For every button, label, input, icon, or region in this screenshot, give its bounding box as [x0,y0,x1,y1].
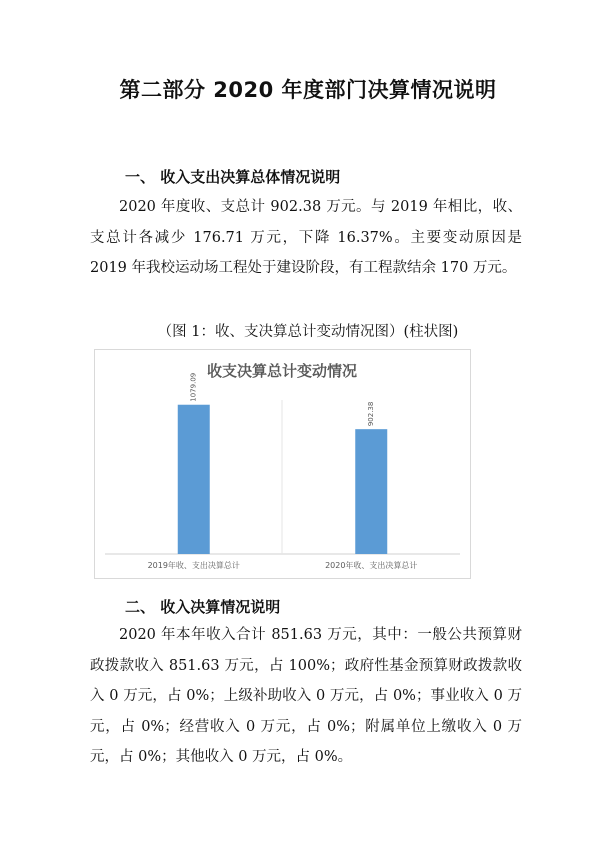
bar-chart [94,349,471,579]
chart-svg [95,350,470,578]
figure-caption: （图 1：收、支决算总计变动情况图）(柱状图) [157,324,459,340]
bar-0 [178,405,210,554]
bar-1 [355,429,387,554]
data-label-1: 902.38 [367,401,376,427]
section-paragraph-overall: 2020 年度收、支总计 902.38 万元。与 2019 年相比，收、支总计各减少 176.71 万元，下降 16.37%。主要变动原因是 2019 年我校运动场工程处于建设阶段，有工程款结余 170 万元。 [90,199,522,276]
section-heading-income: 二、 收入决算情况说明 [125,598,281,616]
category-label-0: 2019年收、支出决算总计 [147,561,240,570]
category-label-1: 2020年收、支出决算总计 [325,561,418,570]
chart-title: 收支决算总计变动情况 [206,362,358,380]
data-label-0: 1079.09 [189,372,198,402]
section-paragraph-income: 2020 年本年收入合计 851.63 万元，其中：一般公共预算财政拨款收入 851.63 万元，占 100%；政府性基金预算财政拨款收入 0 万元，占 0%；上级补助收入 0 万元，占 0%；事业收入 0 万元，占 0%；经营收入 0 万元，占 0%；附属单位上缴收入 0 万元，占 0%；其他收入 0 万元，占 0%。 [90,627,522,765]
page-title: 第二部分 2020 年度部门决算情况说明 [119,78,497,102]
section-heading-overall: 一、 收入支出决算总体情况说明 [125,168,341,186]
